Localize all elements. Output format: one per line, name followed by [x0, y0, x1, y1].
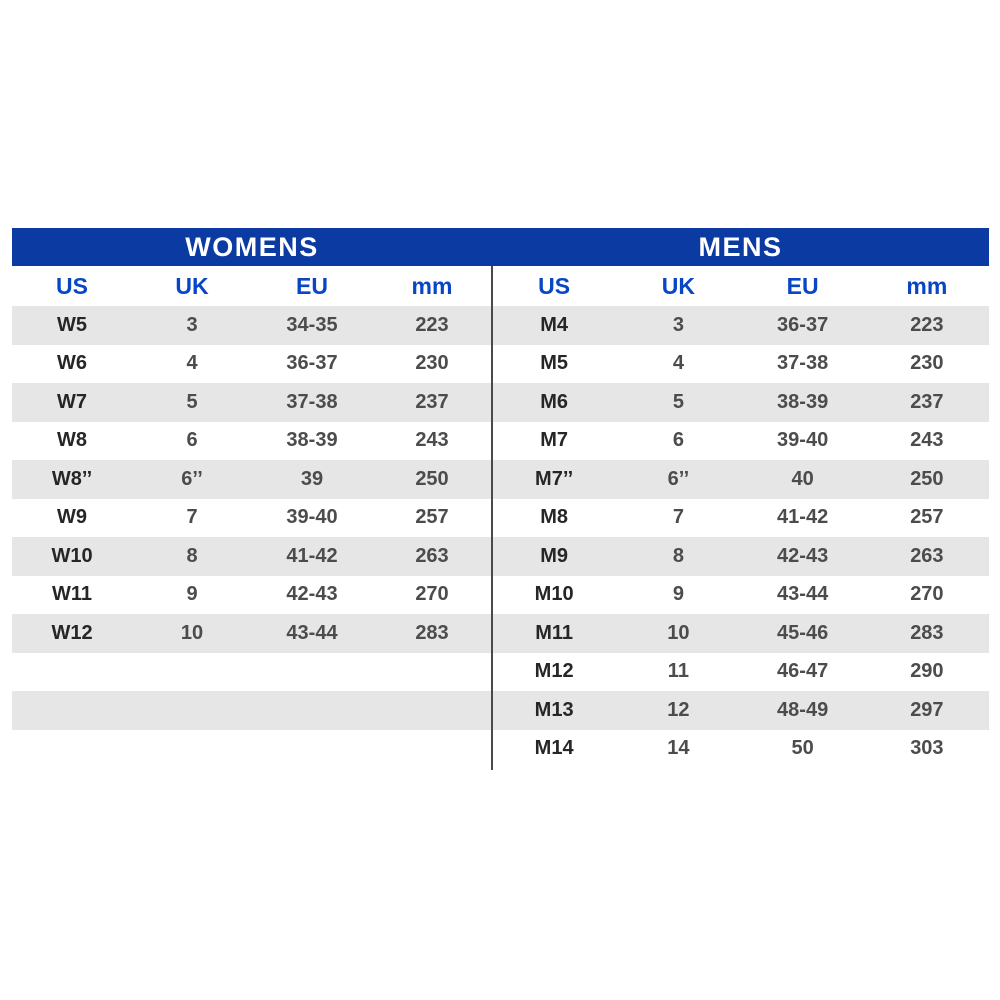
table-cell: 34-35 [286, 313, 338, 336]
table-row [492, 730, 989, 769]
table-cell: 290 [910, 660, 944, 683]
table-row [12, 537, 492, 576]
table-cell: M14 [534, 737, 574, 760]
table-cell: M13 [534, 698, 574, 721]
table-row [12, 614, 492, 653]
table-cell: 40 [791, 467, 814, 490]
table-cell: W5 [57, 313, 87, 336]
table-cell: 38-39 [286, 429, 338, 452]
table-cell: 43-44 [777, 583, 829, 606]
table-row [12, 422, 492, 461]
table-cell: M7 [540, 429, 569, 452]
table-row [12, 499, 492, 538]
table-cell: 11 [667, 660, 689, 683]
table-cell: W11 [51, 583, 93, 606]
column-header-row [12, 266, 492, 306]
table-cell: 257 [415, 506, 449, 529]
table-cell: W9 [57, 506, 87, 529]
table-row [12, 345, 492, 384]
column-header-uk: UK [175, 272, 209, 299]
column-header-us: US [56, 272, 88, 299]
womens-table [12, 266, 492, 730]
table-cell: 243 [415, 429, 449, 452]
table-cell: 8 [672, 544, 684, 567]
table-cell: 303 [910, 737, 944, 760]
table-cell: 41-42 [286, 544, 338, 567]
table-cell: 4 [672, 352, 684, 375]
table-cell: 48-49 [777, 698, 829, 721]
table-row [12, 460, 492, 499]
table-cell: W12 [51, 621, 93, 644]
table-cell: 263 [415, 544, 449, 567]
table-cell: 42-43 [777, 544, 829, 567]
table-row [492, 460, 989, 499]
table-cell: 230 [910, 352, 944, 375]
table-cell: 223 [910, 313, 944, 336]
column-header-eu: EU [786, 272, 819, 299]
table-cell: 43-44 [286, 621, 338, 644]
table-cell: 36-37 [286, 352, 338, 375]
mens-table [492, 266, 989, 768]
table-cell: 7 [672, 506, 684, 529]
table-cell: M6 [540, 390, 569, 413]
table-row [492, 537, 989, 576]
table-cell: M5 [540, 352, 569, 375]
table-cell: 6 [186, 429, 198, 452]
table-row [492, 345, 989, 384]
table-cell: 6’’ [667, 467, 690, 490]
table-cell: W7 [57, 390, 87, 413]
table-cell: 50 [791, 737, 814, 760]
table-cell: 5 [672, 390, 684, 413]
table-cell: 4 [186, 352, 198, 375]
table-cell: 237 [910, 390, 944, 413]
table-row [492, 614, 989, 653]
table-row [492, 653, 989, 692]
table-cell: 12 [667, 698, 690, 721]
table-cell: 8 [186, 544, 198, 567]
column-header-mm: mm [906, 272, 948, 299]
table-row [12, 576, 492, 615]
table-cell: 37-38 [286, 390, 338, 413]
table-cell: 14 [667, 737, 690, 760]
table-cell: M8 [540, 506, 569, 529]
table-row [492, 306, 989, 345]
table-cell: 283 [415, 621, 449, 644]
table-cell: 3 [672, 313, 684, 336]
table-cell: 230 [415, 352, 449, 375]
table-cell: 42-43 [286, 583, 338, 606]
table-cell: 37-38 [777, 352, 829, 375]
table-row [12, 653, 492, 692]
table-cell: M9 [540, 544, 569, 567]
table-row [12, 691, 492, 730]
table-cell: 250 [910, 467, 944, 490]
table-cell: 270 [415, 583, 449, 606]
table-cell: 9 [672, 583, 684, 606]
table-cell: 283 [910, 621, 944, 644]
table-row [12, 383, 492, 422]
table-cell: 10 [667, 621, 690, 644]
table-cell: 243 [910, 429, 944, 452]
table-cell: W10 [51, 544, 93, 567]
table-cell: 39-40 [777, 429, 829, 452]
table-row [492, 383, 989, 422]
table-cell: 39 [300, 467, 324, 490]
table-cell: W8 [57, 429, 87, 452]
table-cell: 6’’ [181, 467, 203, 490]
table-cell: 6 [672, 429, 684, 452]
table-cell: 46-47 [777, 660, 829, 683]
table-cell: 223 [415, 313, 449, 336]
column-header-row [492, 266, 989, 306]
table-row [492, 422, 989, 461]
table-cell: W8’’ [51, 467, 93, 490]
column-header-us: US [538, 272, 571, 299]
table-cell: 237 [415, 390, 449, 413]
table-cell: 9 [186, 583, 198, 606]
table-cell: 39-40 [286, 506, 338, 529]
table-cell: M11 [535, 621, 574, 644]
table-cell: 36-37 [777, 313, 829, 336]
table-cell: 41-42 [777, 506, 829, 529]
table-cell: 38-39 [777, 390, 829, 413]
table-row [492, 576, 989, 615]
table-cell: 270 [910, 583, 944, 606]
table-cell: 250 [415, 467, 449, 490]
table-cell: M10 [534, 583, 574, 606]
column-header-mm: mm [411, 272, 453, 299]
tables-container [12, 266, 989, 768]
table-cell: 3 [186, 313, 198, 336]
table-cell: 263 [910, 544, 944, 567]
shoe-size-chart [12, 228, 989, 768]
table-cell: M4 [540, 313, 569, 336]
womens-title: WOMENS [185, 231, 319, 262]
table-cell: 10 [180, 621, 204, 644]
column-header-uk: UK [661, 272, 695, 299]
table-cell: 257 [910, 506, 944, 529]
table-cell: 297 [910, 698, 944, 721]
mens-title: MENS [698, 231, 783, 262]
column-header-eu: EU [296, 272, 328, 299]
table-header-bar [12, 228, 989, 266]
table-row [12, 306, 492, 345]
table-cell: 5 [186, 390, 198, 413]
table-row [492, 691, 989, 730]
section-divider [491, 266, 493, 770]
table-cell: W6 [57, 352, 87, 375]
table-cell: M12 [534, 660, 574, 683]
table-cell: M7’’ [535, 467, 574, 490]
table-cell: 7 [186, 506, 198, 529]
table-cell: 45-46 [777, 621, 829, 644]
table-row [492, 499, 989, 538]
